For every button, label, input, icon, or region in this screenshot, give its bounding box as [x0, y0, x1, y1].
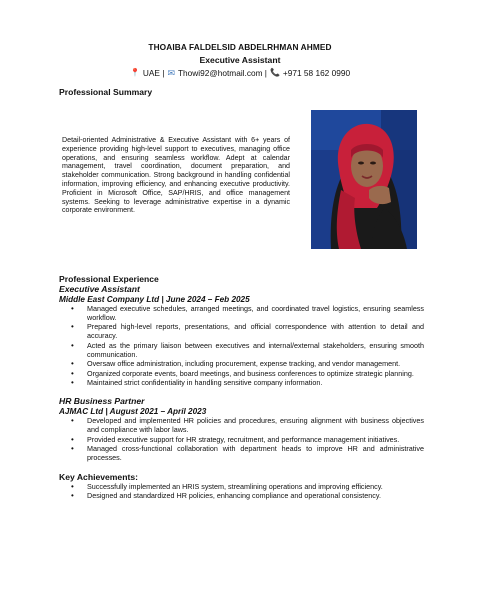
achievements-heading: Key Achievements:	[59, 471, 138, 482]
list-item: • Managed executive schedules, arranged meetings, and coordinated travel logistics, ensuring seamless workflow.	[59, 305, 424, 323]
contact-line	[0, 68, 480, 78]
list-item: • Maintained strict confidentiality in handling sensitive company information.	[59, 379, 424, 388]
map-pin-icon: 📍	[129, 68, 140, 77]
job-company-dates: Middle East Company Ltd | June 2024 – Feb 2025	[59, 295, 250, 304]
envelope-icon: ✉	[167, 67, 175, 78]
profile-photo	[311, 110, 417, 249]
list-item: • Acted as the primary liaison between executives and internal/external stakeholders, ensuring smooth communication.	[59, 342, 424, 360]
experience-heading: Professional Experience	[59, 274, 159, 284]
summary-heading: Professional Summary	[59, 87, 153, 97]
contact-email[interactable]: Thowi92@hotmail.com |	[177, 68, 267, 78]
job-entry-2	[59, 396, 424, 463]
contact-phone[interactable]: +971 58 162 0990	[282, 68, 351, 78]
list-item: • Developed and implemented HR policies and procedures, ensuring alignment with business objectives and compliance with labor laws.	[59, 417, 424, 435]
telephone-icon: 📞	[269, 68, 280, 77]
profile-photo-illustration	[311, 110, 417, 249]
list-item: • Oversaw office administration, including procurement, expense tracking, and vendor management.	[59, 360, 424, 369]
achievements-list	[59, 483, 424, 501]
job-bullet-list	[59, 417, 424, 463]
list-item: • Provided executive support for HR strategy, recruitment, and performance management initiatives.	[59, 436, 424, 445]
achievements-section	[59, 472, 424, 501]
job-company-dates: AJMAC Ltd | August 2021 – April 2023	[59, 407, 207, 417]
candidate-name: THOAIBA FALDELSID ABDELRHMAN AHMED	[148, 42, 332, 52]
job-bullet-list	[59, 305, 424, 388]
list-item: • Designed and standardized HR policies, enhancing compliance and operational consistency.	[59, 492, 424, 501]
list-item: • Successfully implemented an HRIS system, streamlining operations and improving efficiency.	[59, 483, 424, 492]
resume-header	[0, 42, 480, 78]
list-item: • Organized corporate events, board meetings, and business conferences to optimize strategic planning.	[59, 370, 424, 379]
job-title: HR Business Partner	[59, 396, 145, 407]
contact-location: UAE |	[142, 68, 165, 78]
candidate-role: Executive Assistant	[199, 55, 281, 65]
job-title: Executive Assistant	[59, 284, 140, 294]
list-item: • Managed cross-functional collaboration with department heads to improve HR and administrative processes.	[59, 445, 424, 463]
experience-section	[59, 274, 424, 502]
list-item: • Prepared high-level reports, presentations, and official correspondence with attention to detail and accuracy.	[59, 323, 424, 341]
job-entry-1	[59, 284, 424, 388]
summary-text: Detail-oriented Administrative & Executive Assistant with 6+ years of experience providing high-level support to executives, managing office operations, and ensuring seamless workflow. Adept at calendar management, travel coordination, document preparation, and stakeholder communication. Strong background in handling confidential information, improving efficiency, and enhancing executive productivity. Proficient in Microsoft Office, SAP/HRIS, and office management systems. Seeking to leverage administrative expertise in a dynamic corporate environment.	[62, 136, 290, 215]
